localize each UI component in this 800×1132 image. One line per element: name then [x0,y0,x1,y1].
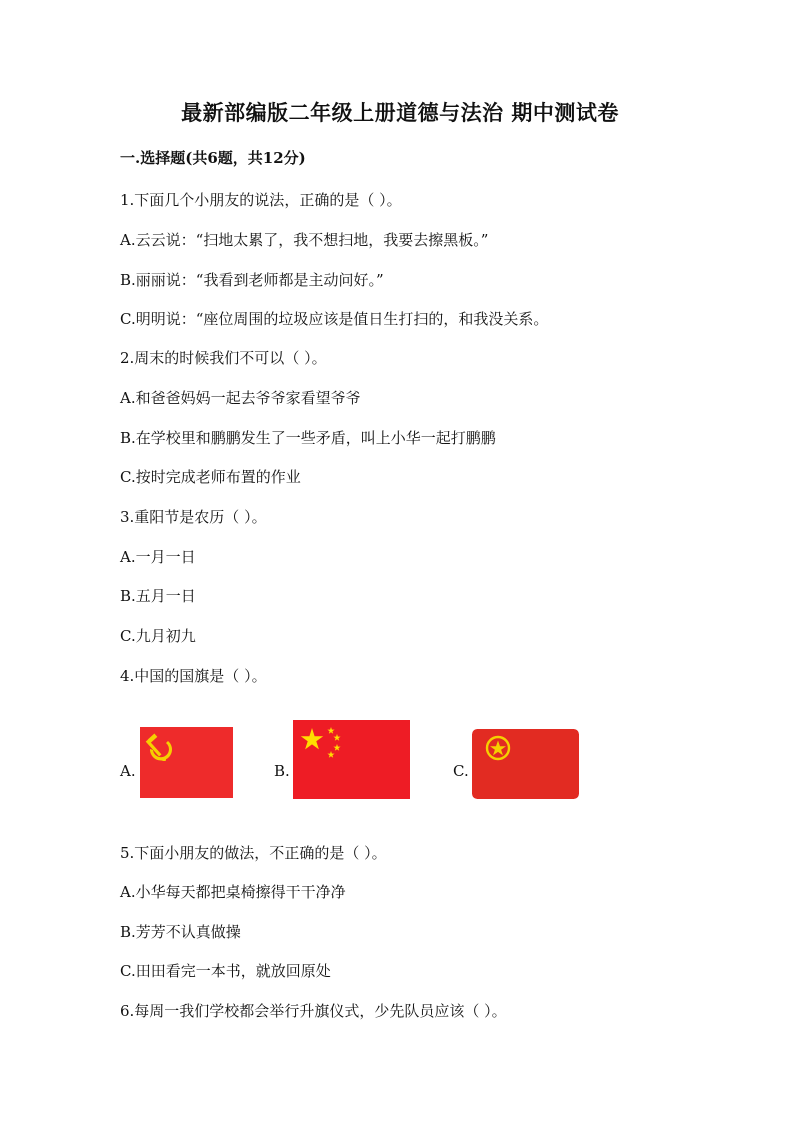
question-2-option-c: C.按时完成老师布置的作业 [120,468,301,486]
youth-league-flag-field [472,729,579,799]
section-heading: 一.选择题(共6题，共12分) [120,149,306,167]
question-2-stem: 2.周末的时候我们不可以（ ）。 [120,349,327,367]
question-4-option-b-label: B. [274,762,290,780]
question-4-option-c-label: C. [453,762,469,780]
question-1-option-a: A.云云说：“扫地太累了，我不想扫地，我要去擦黑板。” [120,231,489,249]
question-5-option-c: C.田田看完一本书，就放回原处 [120,962,331,980]
question-1-option-c: C.明明说：“座位周围的垃圾应该是值日生打扫的，和我没关系。 [120,310,549,328]
question-2-option-a: A.和爸爸妈妈一起去爷爷家看望爷爷 [120,389,361,407]
national-flag-field [293,720,410,799]
page-title: 最新部编版二年级上册道德与法治 期中测试卷 [181,100,619,125]
question-3-option-b: B.五月一日 [120,587,196,605]
youth-league-flag-image [472,729,579,799]
question-4-stem: 4.中国的国旗是（ ）。 [120,667,267,685]
party-flag-image [140,727,233,798]
question-2-option-b: B.在学校里和鹏鹏发生了一些矛盾，叫上小华一起打鹏鹏 [120,429,496,447]
question-5-option-a: A.小华每天都把桌椅擦得干干净净 [120,883,346,901]
question-1-option-b: B.丽丽说：“我看到老师都是主动问好。” [120,271,384,289]
question-3-option-a: A.一月一日 [120,548,196,566]
question-4-option-a-label: A. [120,762,136,780]
question-3-stem: 3.重阳节是农历（ ）。 [120,508,267,526]
question-3-option-c: C.九月初九 [120,627,196,645]
question-1-stem: 1.下面几个小朋友的说法，正确的是（ ）。 [120,191,402,209]
question-6-stem: 6.每周一我们学校都会举行升旗仪式，少先队员应该（ ）。 [120,1002,507,1020]
question-5-stem: 5.下面小朋友的做法，不正确的是（ ）。 [120,844,387,862]
question-5-option-b: B.芳芳不认真做操 [120,923,241,941]
national-flag-image [293,720,410,799]
